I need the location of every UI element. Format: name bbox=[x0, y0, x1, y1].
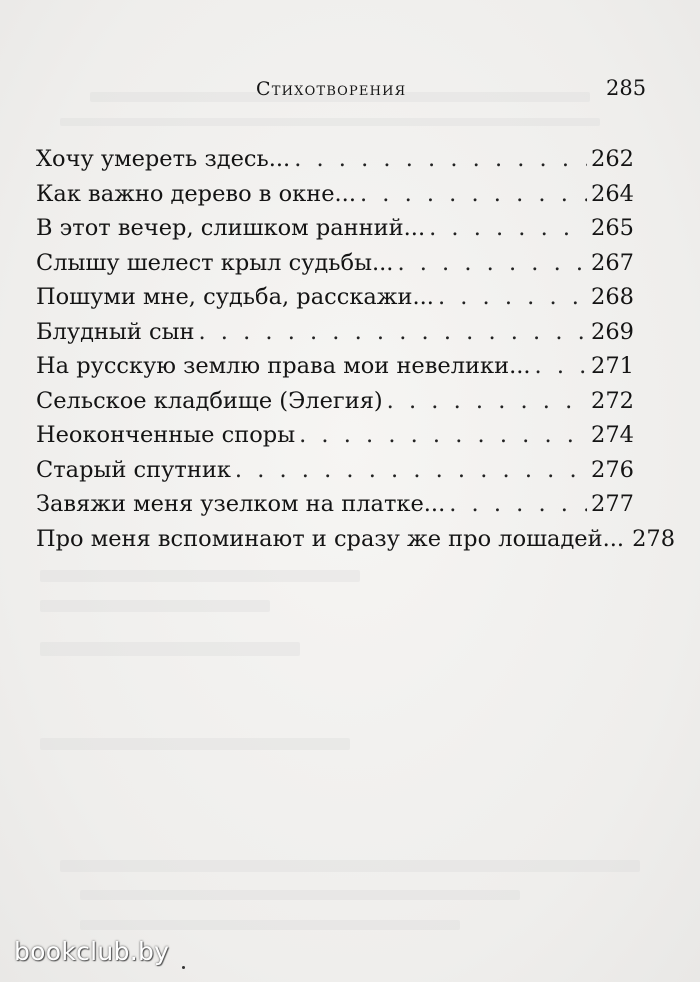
toc-entry-title: На русскую землю права мои невелики... bbox=[36, 353, 531, 379]
bleed-through bbox=[40, 738, 350, 750]
toc-entry bbox=[36, 522, 676, 557]
dot-leader bbox=[299, 418, 587, 453]
toc-entry-title: Про меня вспоминают и сразу же про лошадей... bbox=[36, 525, 625, 552]
dot-leader bbox=[397, 246, 587, 281]
toc-entry bbox=[36, 280, 634, 315]
toc-entry-title: Завяжи меня узелком на платке... bbox=[36, 491, 446, 517]
dot-leader bbox=[535, 349, 588, 384]
toc-entry-page: 278 bbox=[632, 525, 676, 552]
page-number: 285 bbox=[606, 76, 647, 100]
toc-entry-page: 262 bbox=[591, 146, 634, 172]
toc-entry-page: 277 bbox=[591, 491, 634, 517]
toc-entry-title: Слышу шелест крыл судьбы... bbox=[36, 249, 394, 276]
dot-leader bbox=[387, 384, 587, 419]
dot-leader bbox=[449, 487, 587, 522]
toc-entry-title: Неоконченные споры bbox=[36, 422, 296, 448]
bleed-through bbox=[40, 600, 270, 612]
dot-leader bbox=[198, 315, 587, 350]
toc-entry bbox=[36, 246, 634, 281]
toc-entry-title: Как важно дерево в окне... bbox=[36, 180, 356, 207]
toc-entry bbox=[36, 177, 634, 212]
bleed-through bbox=[60, 118, 600, 126]
bleed-through bbox=[40, 570, 360, 582]
toc-entry-title: Сельское кладбище (Элегия) bbox=[36, 387, 383, 414]
toc-entry-page: 272 bbox=[591, 387, 634, 414]
toc-entry-page: 276 bbox=[591, 456, 634, 483]
toc-entry bbox=[36, 384, 634, 419]
watermark: bookclub.by bbox=[14, 937, 170, 966]
toc-entry-title: Пошуми мне, судьба, расскажи... bbox=[36, 284, 434, 310]
toc-entry-title: В этот вечер, слишком ранний... bbox=[36, 215, 426, 241]
dot-leader bbox=[235, 453, 587, 488]
toc-entry bbox=[36, 487, 634, 522]
ink-speck bbox=[182, 966, 185, 969]
toc-entry-title: Хочу умереть здесь... bbox=[36, 146, 291, 172]
toc-entry bbox=[36, 453, 634, 488]
toc-entry bbox=[36, 418, 634, 453]
toc-entry-page: 267 bbox=[591, 249, 634, 276]
bleed-through bbox=[40, 642, 300, 656]
toc-entry bbox=[36, 142, 634, 177]
toc-entry-page: 264 bbox=[591, 180, 634, 207]
toc-entry bbox=[36, 315, 634, 350]
dot-leader bbox=[360, 177, 587, 212]
toc-entry-page: 265 bbox=[591, 215, 634, 241]
bleed-through bbox=[60, 860, 640, 872]
toc-entry-page: 269 bbox=[591, 318, 634, 345]
toc-entry-page: 271 bbox=[591, 353, 634, 379]
dot-leader bbox=[438, 280, 587, 315]
running-header bbox=[0, 74, 700, 106]
toc-entry-page: 274 bbox=[591, 422, 634, 448]
bleed-through bbox=[80, 890, 520, 900]
toc-entry bbox=[36, 349, 634, 384]
dot-leader bbox=[429, 211, 587, 246]
dot-leader bbox=[294, 142, 587, 177]
toc-entry bbox=[36, 211, 634, 246]
toc-entry-title: Старый спутник bbox=[36, 456, 231, 483]
toc-entry-page: 268 bbox=[591, 284, 634, 310]
bleed-through bbox=[80, 920, 460, 930]
table-of-contents bbox=[36, 142, 676, 556]
toc-entry-title: Блудный сын bbox=[36, 318, 195, 345]
section-title: Стихотворения bbox=[256, 78, 407, 100]
